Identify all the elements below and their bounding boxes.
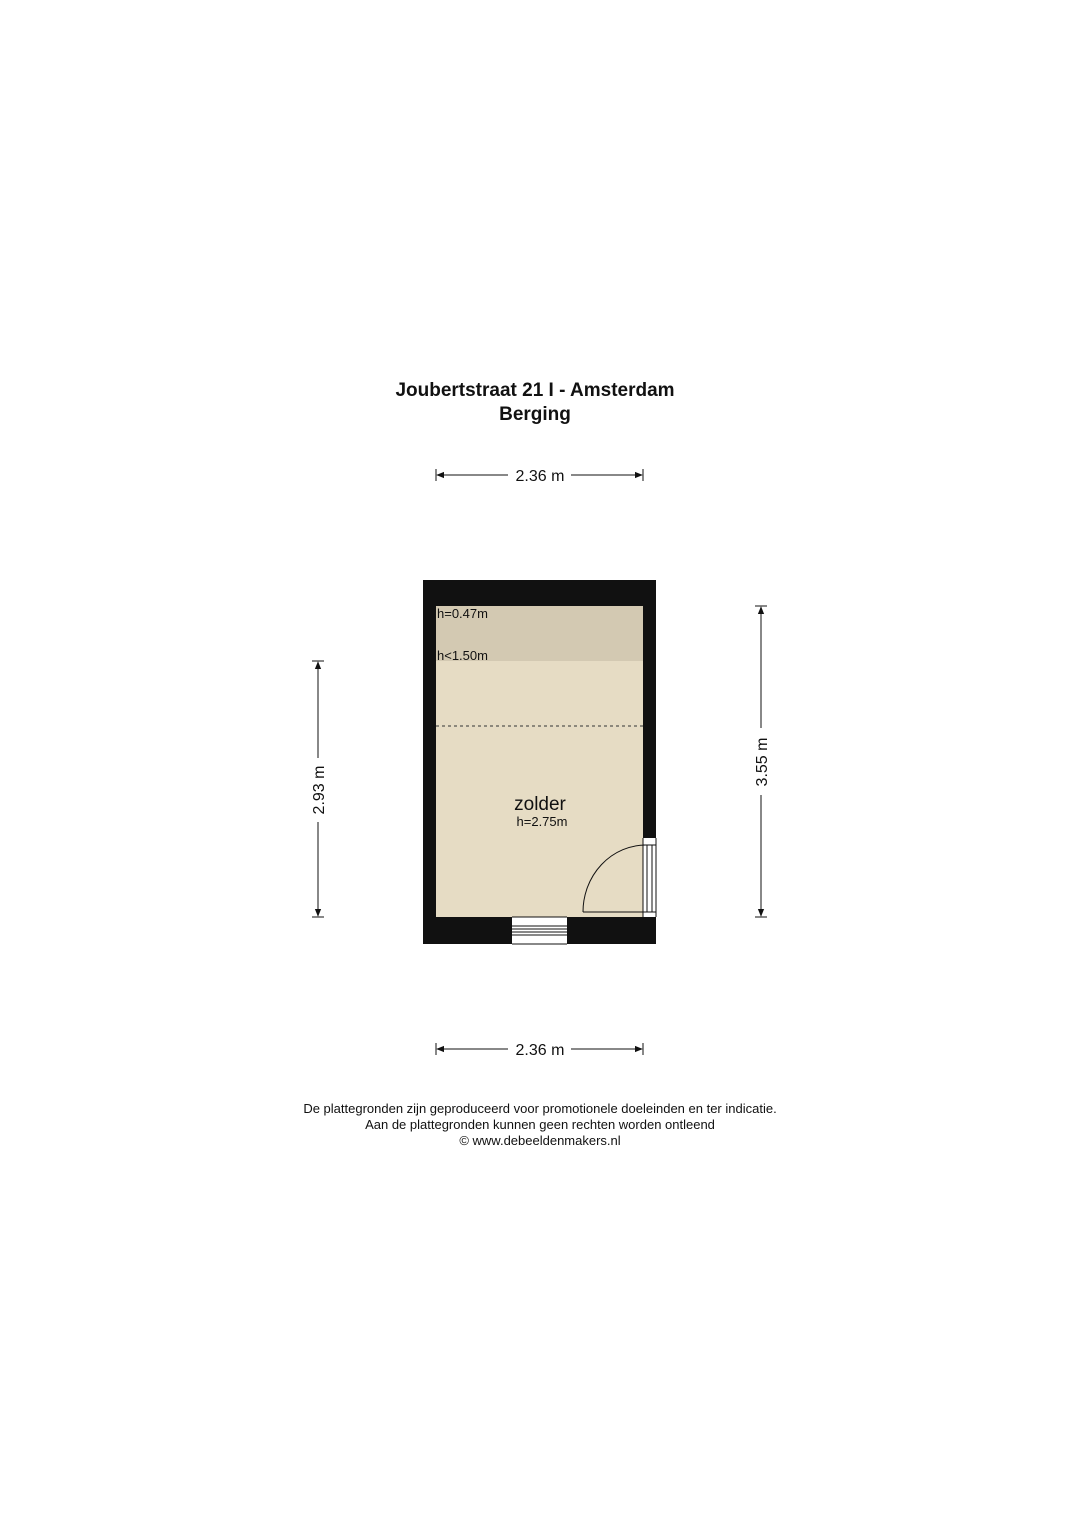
- plan-floor-title: Berging: [499, 404, 571, 425]
- slope-limit-height-label: h<1.50m: [437, 648, 488, 663]
- disclaimer-line-2: Aan de plattegronden kunnen geen rechten worden ontleend: [365, 1117, 715, 1132]
- dimension-top-width-label: 2.36 m: [515, 468, 565, 485]
- room-height-label: h=2.75m: [516, 814, 568, 829]
- dimension-right-height-label: 3.55 m: [754, 737, 771, 787]
- room-name-label: zolder: [514, 794, 566, 815]
- dimension-right-height: [754, 606, 771, 917]
- dimension-left-height-label: 2.93 m: [311, 765, 328, 815]
- slope-top-height-label: h=0.47m: [437, 606, 488, 621]
- bottom-window: [512, 917, 567, 944]
- dimension-left-height: [311, 661, 328, 917]
- disclaimer-line-1: De plattegronden zijn geproduceerd voor promotionele doeleinden en ter indicatie.: [303, 1101, 777, 1116]
- copyright-line: © www.debeeldenmakers.nl: [459, 1133, 621, 1148]
- plan-address-title: Joubertstraat 21 I - Amsterdam: [395, 380, 675, 401]
- dimension-bottom-width-label: 2.36 m: [515, 1042, 565, 1059]
- dimension-bottom-width: [436, 1042, 643, 1059]
- dimension-top-width: [436, 468, 643, 485]
